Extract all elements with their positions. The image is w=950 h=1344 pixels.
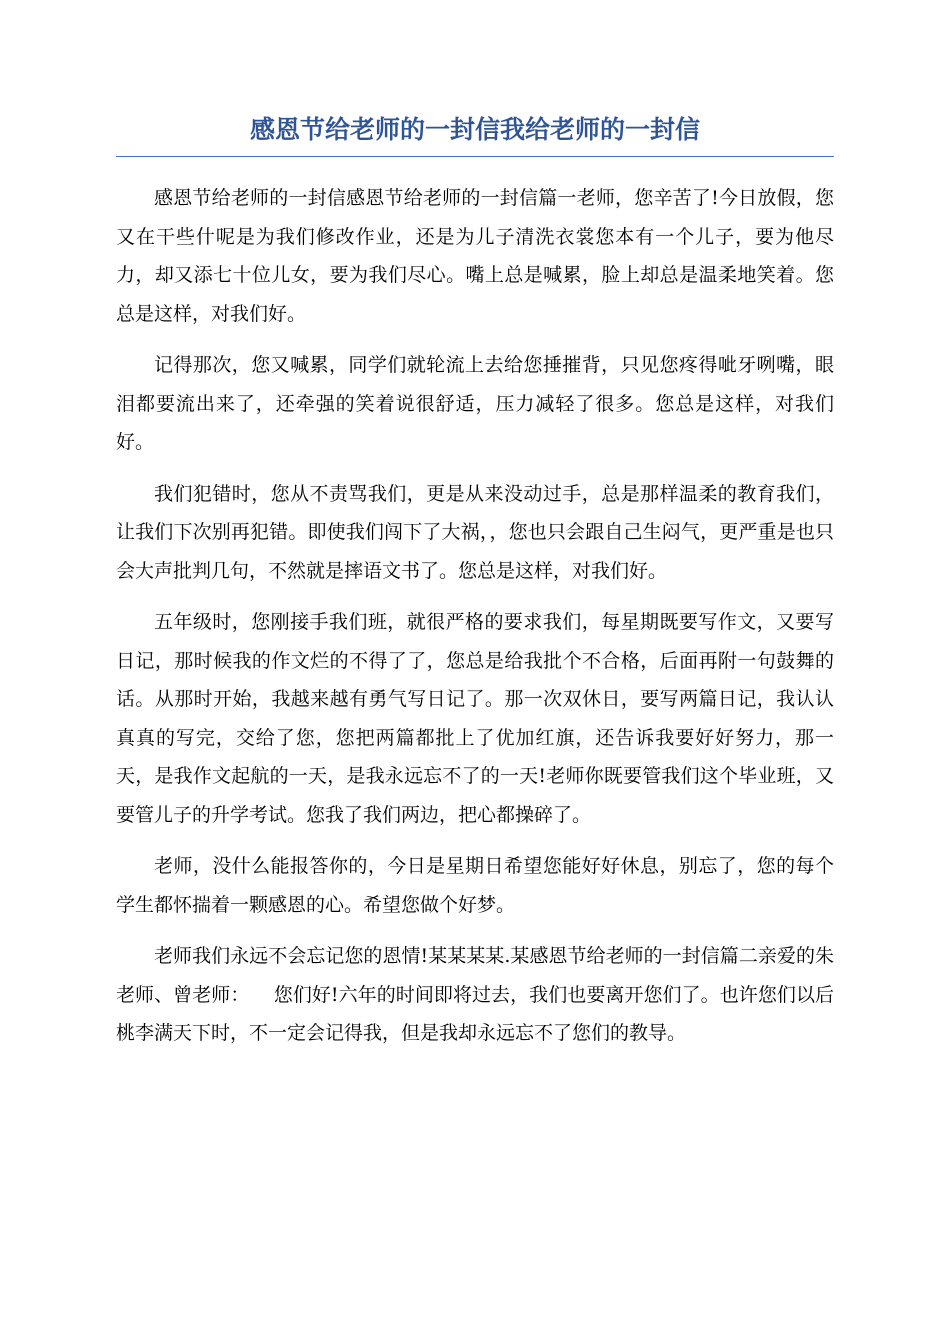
paragraph-3: 我们犯错时，您从不责骂我们，更是从来没动过手，总是那样温柔的教育我们，让我们下次别再犯错。即使我们闯下了大祸，，您也只会跟自己生闷气，更严重是也只会大声批判几句，不然就是摔语文书了。您总是这样，对我们好。: [116, 482, 834, 582]
paragraph-2: 记得那次，您又喊累，同学们就轮流上去给您捶摧背，只见您疼得呲牙咧嘴，眼泪都要流出来了，还牵强的笑着说很舒适，压力减轻了很多。您总是这样，对我们好。: [116, 354, 834, 453]
paragraph-4: 五年级时，您刚接手我们班，就很严格的要求我们，每星期既要写作文，又要写日记，那时候我的作文烂的不得了了，您总是给我批个不合格，后面再附一句鼓舞的话。从那时开始，我越来越有勇气写日记了。那一次双休日，要写两篇日记，我认认真真的写完，交给了您，您把两篇都批上了优加红旗，还告诉我要好好努力，那一天，是我作文起航的一天，是我永远忘不了的一天!老师你既要管我们这个毕业班，又要管儿子的升学考试。您我了我们两边，把心都操碎了。: [116, 611, 834, 826]
document-page: [116, 110, 834, 1066]
document-body: [116, 179, 834, 1053]
document-title: 感恩节给老师的一封信我给老师的一封信: [116, 110, 834, 157]
paragraph-5: 老师，没什么能报答你的，今日是星期日希望您能好好休息，别忘了，您的每个学生都怀揣着一颗感恩的心。希望您做个好梦。: [116, 855, 834, 916]
paragraph-6: 老师我们永远不会忘记您的恩情!某某某某.某感恩节给老师的一封信篇二亲爱的朱老师、曾老师： 您们好!六年的时间即将过去，我们也要离开您们了。也许您们以后桃李满天下时，不一定会记得我，但是我却永远忘不了您们的教导。: [116, 945, 834, 1044]
paragraph-1: 感恩节给老师的一封信感恩节给老师的一封信篇一老师，您辛苦了!今日放假，您又在干些什呢是为我们修改作业，还是为儿子清洗衣裳您本有一个儿子，要为他尽力，却又添七十位儿女，要为我们尽心。嘴上总是喊累，脸上却总是温柔地笑着。您总是这样，对我们好。: [116, 187, 834, 325]
